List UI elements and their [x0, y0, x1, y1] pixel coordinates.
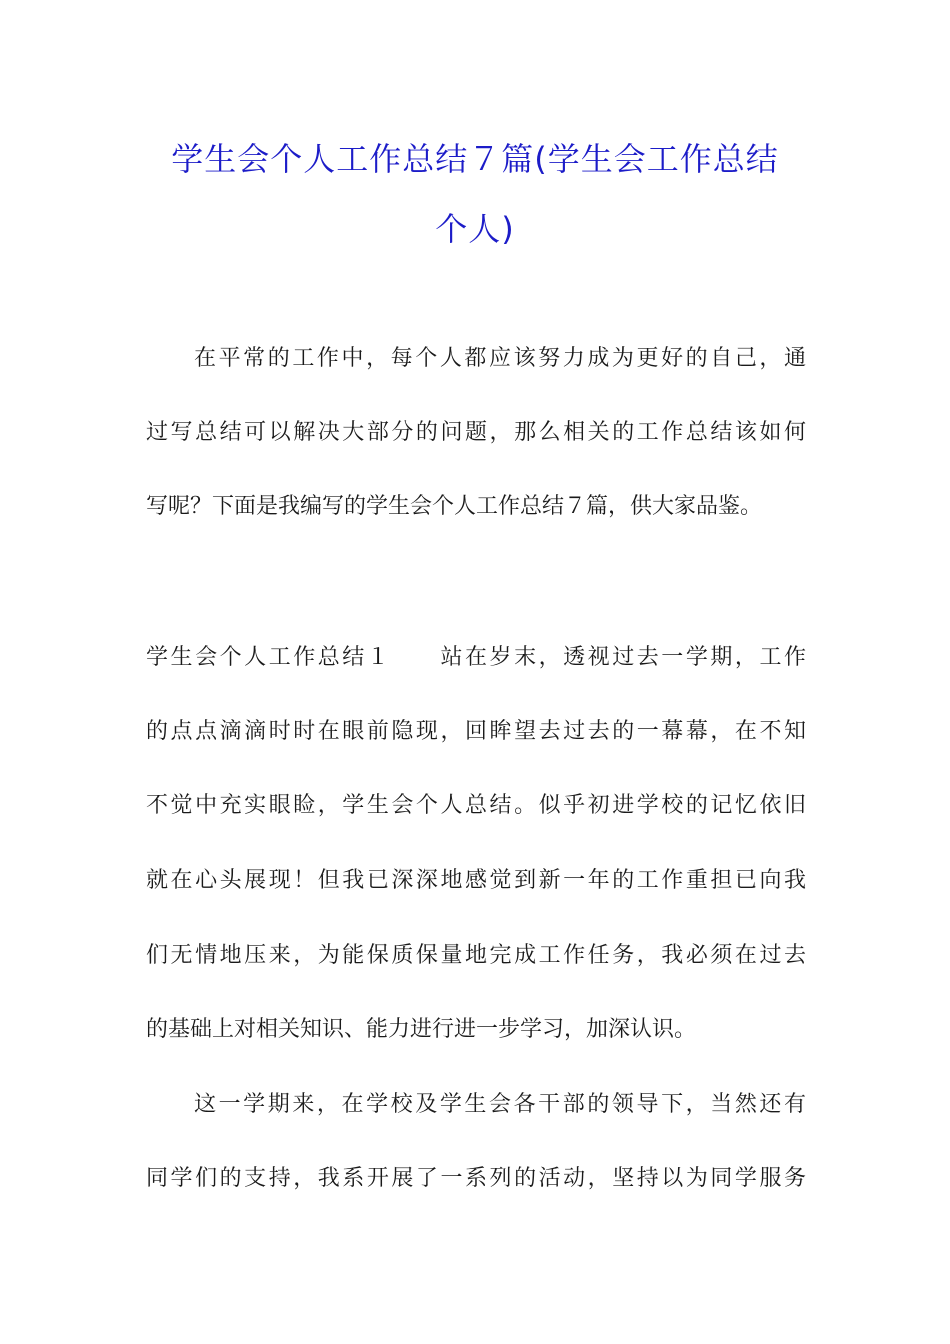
section1-paragraph-line-3: 不觉中充实眼睑，学生会个人总结。似乎初进学校的记忆依旧 [146, 793, 806, 818]
intro-paragraph-line-2: 过写总结可以解决大部分的问题，那么相关的工作总结该如何 [146, 420, 806, 445]
section1-paragraph-line-1: 学生会个人工作总结１ 站在岁末，透视过去一学期，工作 [146, 645, 806, 670]
section1-paragraph-line-2: 的点点滴滴时时在眼前隐现，回眸望去过去的一幕幕，在不知 [146, 719, 806, 744]
intro-paragraph-line-1: 在平常的工作中，每个人都应该努力成为更好的自己，通 [194, 346, 806, 371]
section1-paragraph-line-5: 们无情地压来，为能保质保量地完成工作任务，我必须在过去 [146, 943, 806, 968]
intro-paragraph-line-3: 写呢？下面是我编写的学生会个人工作总结７篇，供大家品鉴。 [146, 494, 763, 519]
section2-paragraph-line-2: 同学们的支持，我系开展了一系列的活动，坚持以为同学服务 [146, 1166, 806, 1191]
document-title-line-2: 个人) [435, 210, 515, 248]
section1-paragraph-line-6: 的基础上对相关知识、能力进行进一步学习，加深认识。 [146, 1017, 697, 1042]
section2-paragraph-line-1: 这一学期来，在学校及学生会各干部的领导下，当然还有 [194, 1092, 806, 1117]
document-title-line-1: 学生会个人工作总结７篇(学生会工作总结 [171, 140, 779, 178]
section1-paragraph-line-4: 就在心头展现！但我已深深地感觉到新一年的工作重担已向我 [146, 868, 806, 893]
